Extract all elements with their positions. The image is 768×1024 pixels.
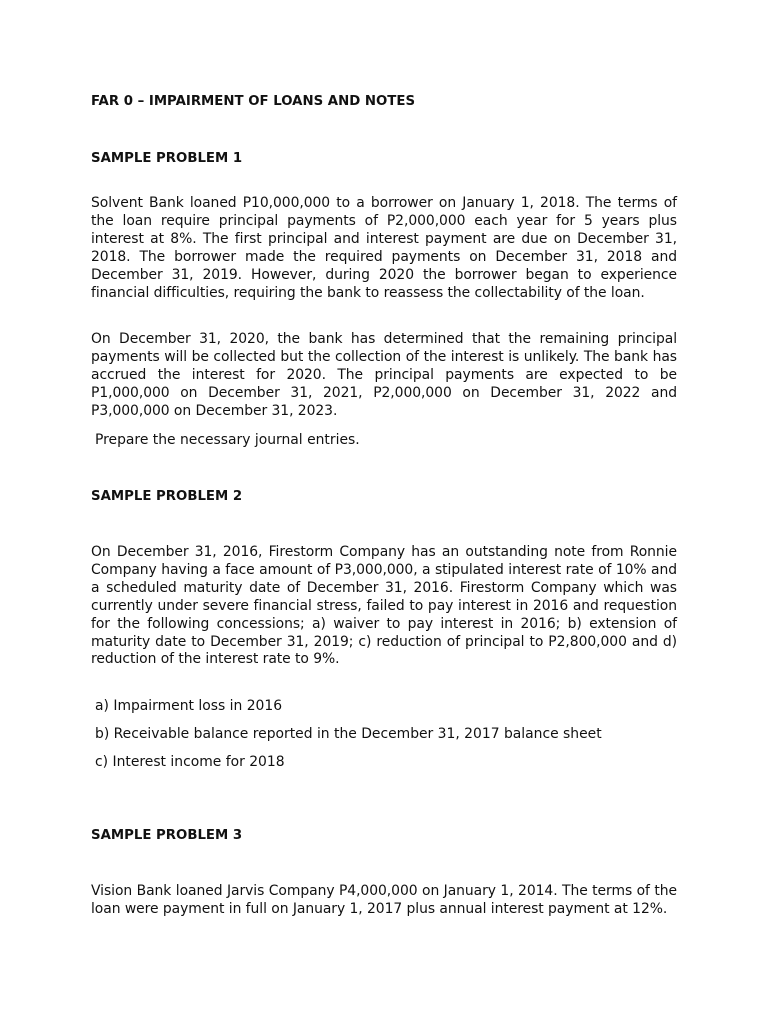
problem-2-item-b: b) Receivable balance reported in the December 31, 2017 balance sheet bbox=[95, 726, 602, 743]
problem-3-heading: SAMPLE PROBLEM 3 bbox=[91, 828, 243, 844]
problem-2-item-a: a) Impairment loss in 2016 bbox=[95, 698, 283, 715]
problem-2-paragraph-1: On December 31, 2016, Firestorm Company has an outstanding note from Ronnie Company having a face amount of P3,000,000, a stipulated interest rate of 10% and a scheduled maturity date of December 31, 2016. Firestorm Company which was currently under severe financial stress, failed to pay interest in 2016 and requestion for the following concessions; a) waiver to pay interest in 2016; b) extension of maturity date to December 31, 2019; c) reduction of principal to P2,800,000 and d) reduction of the interest rate to 9%. bbox=[91, 543, 677, 668]
document-title: FAR 0 – IMPAIRMENT OF LOANS AND NOTES bbox=[91, 94, 416, 109]
document-content bbox=[91, 93, 677, 919]
problem-1-heading: SAMPLE PROBLEM 1 bbox=[91, 151, 243, 166]
problem-2-heading: SAMPLE PROBLEM 2 bbox=[91, 488, 243, 504]
problem-2-item-c: c) Interest income for 2018 bbox=[95, 754, 285, 771]
problem-3-paragraph-1: Vision Bank loaned Jarvis Company P4,000,000 on January 1, 2014. The terms of the loan were payment in full on January 1, 2017 plus annual interest payment at 12%. bbox=[91, 883, 677, 918]
problem-1-paragraph-2: On December 31, 2020, the bank has determined that the remaining principal payments will be collected but the collection of the interest is unlikely. The bank has accrued the interest for 2020. The principal payments are expected to be P1,000,000 on December 31, 2021, P2,000,000 on December 31, 2022 and P3,000,000 on December 31, 2023. bbox=[91, 331, 677, 420]
problem-1-instruction: Prepare the necessary journal entries. bbox=[95, 431, 360, 448]
problem-1-paragraph-1: Solvent Bank loaned P10,000,000 to a borrower on January 1, 2018. The terms of the loan require principal payments of P2,000,000 each year for 5 years plus interest at 8%. The first principal and interest payment are due on December 31, 2018. The borrower made the required payments on December 31, 2018 and December 31, 2019. However, during 2020 the borrower began to experience financial difficulties, requiring the bank to reassess the collectability of the loan. bbox=[91, 195, 677, 301]
